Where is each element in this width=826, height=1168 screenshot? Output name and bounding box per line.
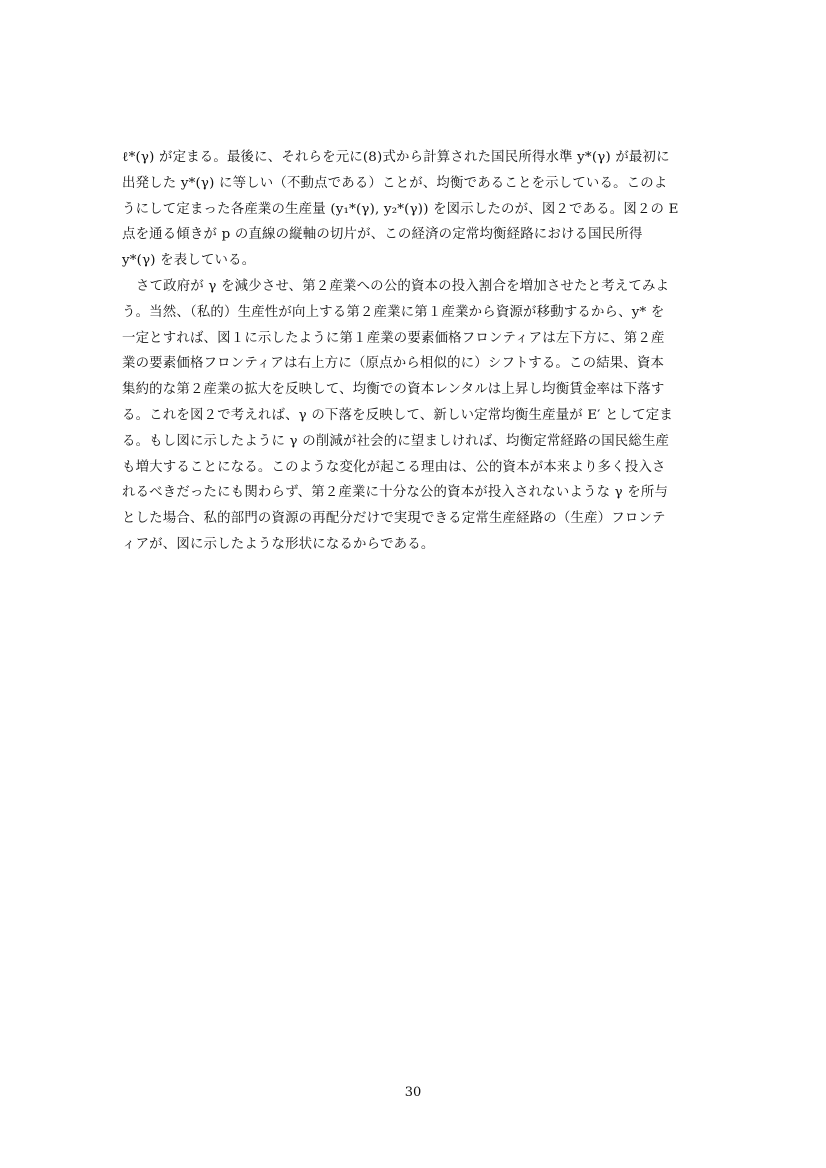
text-line: 集約的な第２産業の拡大を反映して、均衡での資本レンタルは上昇し均衡賃金率は下落す <box>122 382 665 398</box>
text-line: ィアが、図に示したような形状になるからである。 <box>122 536 435 552</box>
text-line: ℓ*(γ) が定まる。最後に、それらを元に(8)式から計算された国民所得水準 y*(γ) が最初に <box>122 150 670 165</box>
page-number: 30 <box>404 1085 422 1100</box>
text-line: とした場合、私的部門の資源の再配分だけで実現できる定常生産経路の（生産）フロンテ <box>122 511 666 527</box>
paragraph-2 <box>122 274 716 558</box>
paragraph-1 <box>122 145 716 274</box>
text-line: 点を通る傾きが p の直線の縦軸の切片が、この経済の定常均衡経路における国民所得 <box>122 227 643 243</box>
text-line: れるべきだったにも関わらず、第２産業に十分な公的資本が投入されないような γ を所与 <box>122 485 669 501</box>
text-line: る。これを図２で考えれば、γ の下落を反映して、新しい定常均衡生産量が E′ として定ま <box>122 407 673 423</box>
text-line: 出発した y*(γ) に等しい（不動点である）ことが、均衡であることを示している。このよ <box>122 175 668 191</box>
body-text <box>122 145 716 558</box>
text-line: る。もし図に示したように γ の削減が社会的に望ましければ、均衡定常経路の国民総生産 <box>122 433 670 449</box>
text-line: y*(γ) を表している。 <box>122 253 256 269</box>
text-line: 一定とすれば、図１に示したように第１産業の要素価格フロンティアは左下方に、第２産 <box>122 330 665 346</box>
text-line: さて政府が γ を減少させ、第２産業への公的資本の投入割合を増加させたと考えてみよ <box>136 278 670 294</box>
text-line: う。当然、（私的）生産性が向上する第２産業に第１産業から資源が移動するから、y* を <box>122 304 665 320</box>
text-line: も増大することになる。このような変化が起こる理由は、公的資本が本来より多く投入さ <box>122 459 666 475</box>
text-line: 業の要素価格フロンティアは右上方に（原点から相似的に）シフトする。この結果、資本 <box>122 356 665 372</box>
text-line: うにして定まった各産業の生産量 (y₁*(γ), y₂*(γ)) を図示したのが、図２である。図２の E <box>122 201 679 217</box>
